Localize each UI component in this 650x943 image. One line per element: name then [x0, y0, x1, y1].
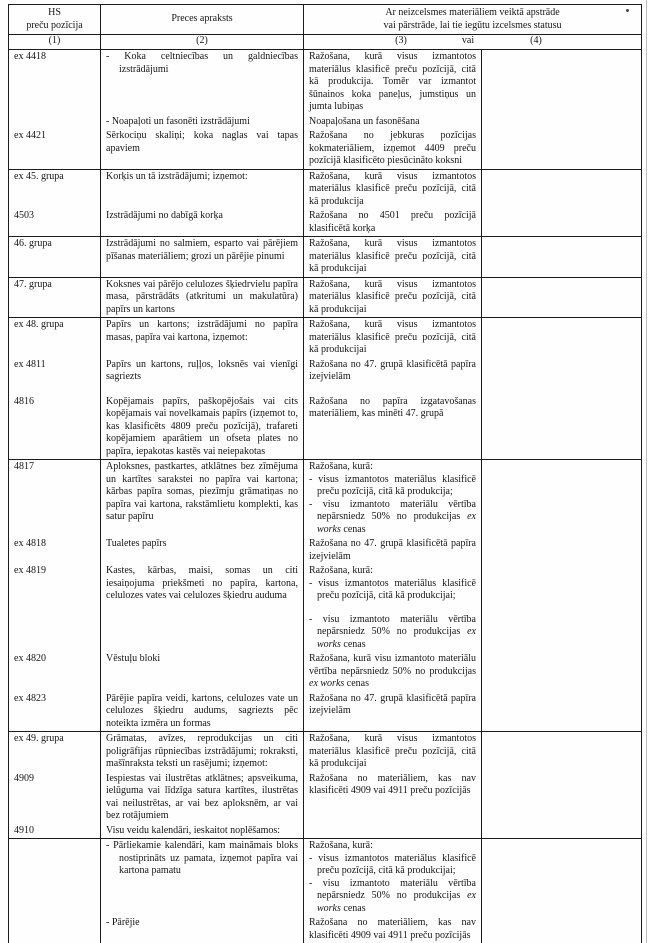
table-block	[9, 278, 641, 319]
alternative-rule-cell-empty	[482, 129, 641, 169]
product-description-cell-text: Kastes, kārbas, maisi, somas un citi iesaiņojuma priekšmeti no papīra, kartona, celulozes vates vai celulozes šķiedru auduma	[106, 565, 298, 601]
header-hs-line2: preču pozīcija	[26, 19, 83, 31]
hs-code-cell	[9, 460, 101, 537]
product-description-cell	[101, 237, 304, 277]
table-column-numbers-row	[9, 35, 641, 50]
table-header-row	[9, 5, 641, 35]
origin-rule-cell-text: - visus izmantotos materiālus klasificē preču pozīcijā, citā kā produkcijai;	[309, 852, 476, 876]
product-description-cell-text: Pārējie papīra veidi, kartons, celulozes vate un celulozes šķiedru audums, sagriezts pēc noteikta izmēra un formas	[106, 692, 298, 729]
origin-rule-cell-text: Ražošana, kurā:	[309, 840, 373, 851]
origin-rule-cell	[304, 318, 482, 358]
alternative-rule-cell-empty	[482, 652, 641, 692]
alternative-rule-cell-empty	[482, 460, 641, 537]
origin-rule-cell	[304, 50, 482, 115]
hs-code-cell	[9, 50, 101, 115]
table-row	[9, 916, 641, 943]
table-row	[9, 732, 641, 772]
table-row	[9, 237, 641, 277]
product-description-cell	[101, 385, 304, 460]
origin-rule-cell-text: Ražošana no jebkuras pozīcijas kokmateriāliem, izņemot 4409 preču pozīcijā klasificēto piesūcināto koksni	[309, 130, 476, 166]
table-row	[9, 692, 641, 732]
hs-code-cell	[9, 692, 101, 732]
product-description-cell-text: - Pārējie	[106, 917, 140, 928]
origin-rule-cell-text: - visu izmantoto materiālu vērtība nepārsniedz 50% no produkcijas ex works cenas	[309, 613, 476, 650]
alternative-rule-cell-empty	[482, 50, 641, 115]
product-description-cell	[101, 652, 304, 692]
product-description-cell	[101, 209, 304, 236]
scan-artifact-dot	[626, 9, 629, 12]
origin-rule-cell	[304, 652, 482, 692]
table-block	[9, 318, 641, 460]
product-description-cell	[101, 170, 304, 210]
product-description-cell-text: Vēstuļu bloki	[106, 653, 161, 664]
hs-code-cell	[9, 839, 101, 916]
table-row	[9, 537, 641, 564]
product-description-cell-text: - Koka celtniecības un galdniecības izstrādājumi	[106, 51, 298, 75]
table-block	[9, 170, 641, 238]
hs-code-cell	[9, 237, 101, 277]
column-number-34	[304, 35, 641, 49]
product-description-cell-text: Izstrādājumi no salmiem, esparto vai pārējiem pīšanas materiāliem; grozi un pārējie pinumi	[106, 238, 298, 262]
product-description-cell	[101, 772, 304, 824]
table-row	[9, 460, 641, 537]
hs-code: ex 4819	[14, 565, 46, 576]
origin-rule-cell	[304, 237, 482, 277]
product-description-cell-text: Koksnes vai pārējo celulozes šķiedrvielu papīra masa, pārstrādāts (atkritumi un makulatūra) papīrs un kartons	[106, 278, 298, 315]
origin-rule-cell-text	[309, 603, 476, 614]
table-row	[9, 170, 641, 210]
hs-code-cell	[9, 358, 101, 385]
column-number-3: (3)	[395, 35, 407, 46]
product-description-cell	[101, 732, 304, 772]
origin-rule-cell-text: Ražošana, kurā visus izmantotos materiālus klasificē preču pozīcijā, citā kā produkcijai	[309, 319, 476, 355]
product-description-cell	[101, 460, 304, 537]
origin-rule-cell-text: Ražošana no materiāliem, kas nav klasificēti 4909 vai 4911 preču pozīcijās	[309, 772, 476, 796]
product-description-cell	[101, 129, 304, 169]
alternative-rule-cell-empty	[482, 358, 641, 385]
header-hs-line1: HS	[48, 7, 61, 18]
alternative-rule-cell-empty	[482, 916, 641, 943]
product-description-cell-text: Aploksnes, pastkartes, atklātnes bez zīmējuma un kartītes sarakstei no papīra vai kartona; kārbas papīra somas, piezīmju grāmatiņas no papīra vai kartona, rakstāmlietu komplekti, kas satur papīru	[106, 461, 298, 522]
hs-code-cell	[9, 916, 101, 943]
table-body	[9, 50, 641, 943]
table-row	[9, 652, 641, 692]
hs-code-cell	[9, 170, 101, 210]
origin-rule-cell	[304, 537, 482, 564]
origin-rule-cell-text: Ražošana, kurā visus izmantotos materiālus klasificē preču pozīcijā, citā kā produkcijai	[309, 733, 476, 769]
origin-rule-cell-text: Ražošana no 47. grupā klasificētā papīra izejvielām	[309, 692, 476, 716]
table-row	[9, 278, 641, 318]
table-block	[9, 839, 641, 943]
hs-code-cell	[9, 278, 101, 318]
alternative-rule-cell-empty	[482, 537, 641, 564]
column-number-4: (4)	[530, 35, 542, 46]
hs-code: ex 4421	[14, 130, 46, 141]
origin-rule-cell	[304, 692, 482, 732]
product-description-cell-text: Visu veidu kalendāri, ieskaitot noplēšamos:	[106, 824, 281, 836]
origin-rule-cell-text: Ražošana no 4501 preču pozīcijā klasificētā korķa	[309, 210, 476, 234]
hs-code: 4816	[14, 395, 34, 407]
product-description-cell-text: Sērkociņu skaliņi; koka naglas vai tapas apaviem	[106, 130, 298, 154]
hs-code-cell	[9, 652, 101, 692]
hs-code: ex 4823	[14, 692, 46, 704]
product-description-cell-text: Grāmatas, avīzes, reprodukcijas un citi poligrāfijas rūpniecības izstrādājumi; rokraksti, mašīnraksta teksti un rasējumi; izņemot:	[106, 733, 298, 769]
product-description-cell	[101, 278, 304, 318]
origin-rule-cell-text: Ražošana no papīra izgatavošanas materiāliem, kas minēti 47. grupā	[309, 395, 476, 419]
alternative-rule-cell-empty	[482, 209, 641, 236]
alternative-rule-cell-empty	[482, 385, 641, 460]
hs-code: 46. grupa	[14, 238, 52, 249]
product-description-cell-text: Izstrādājumi no dabīgā korķa	[106, 210, 223, 221]
product-description-cell	[101, 839, 304, 916]
hs-code-cell	[9, 209, 101, 236]
origin-rule-cell	[304, 916, 482, 943]
table-row	[9, 772, 641, 824]
origin-rule-cell	[304, 129, 482, 169]
product-description-cell	[101, 115, 304, 130]
hs-code: ex 4818	[14, 538, 46, 549]
product-description-cell-text: Tualetes papīrs	[106, 538, 167, 549]
alternative-rule-cell-empty	[482, 824, 641, 839]
alternative-rule-cell-empty	[482, 318, 641, 358]
origin-rule-cell-text: - visu izmantoto materiālu vērtība nepārsniedz 50% no produkcijas ex works cenas	[309, 498, 476, 535]
hs-code-cell	[9, 732, 101, 772]
product-description-cell-text: Papīrs un kartons, ruļļos, loksnēs vai vienīgi sagriezts	[106, 358, 298, 382]
product-description-cell	[101, 537, 304, 564]
origin-rule-cell-text: - visu izmantoto materiālu vērtība nepārsniedz 50% no produkcijas ex works cenas	[309, 877, 476, 914]
product-description-cell-text: Korķis un tā izstrādājumi; izņemot:	[106, 170, 248, 182]
table-row	[9, 839, 641, 916]
origin-rule-cell	[304, 460, 482, 537]
hs-code: 4909	[14, 772, 34, 784]
header-description-label: Preces apraksts	[171, 13, 233, 25]
alternative-rule-cell-empty	[482, 564, 641, 652]
header-processing-line2: vai pārstrāde, lai tie iegūtu izcelsmes statusu	[383, 19, 562, 31]
product-description-cell-text: - Noapaļoti un fasonēti izstrādājumi	[106, 115, 250, 127]
table-row	[9, 115, 641, 130]
hs-code-cell	[9, 537, 101, 564]
hs-code: ex 4820	[14, 653, 46, 664]
origin-rule-cell-text: Ražošana no 47. grupā klasificētā papīra izejvielām	[309, 538, 476, 562]
table-row	[9, 358, 641, 385]
alternative-rule-cell-empty	[482, 237, 641, 277]
origin-rule-cell	[304, 358, 482, 385]
table-row	[9, 385, 641, 460]
hs-code-cell	[9, 115, 101, 130]
hs-code: 47. grupa	[14, 278, 52, 290]
origin-rule-cell	[304, 115, 482, 130]
origin-rule-cell-text: Ražošana, kurā visus izmantotos materiālus klasificē preču pozīcijā, citā kā produkcijai	[309, 278, 476, 315]
hs-code: ex 49. grupa	[14, 733, 64, 744]
hs-code: ex 4811	[14, 358, 46, 370]
origin-rule-cell	[304, 839, 482, 916]
table-block	[9, 237, 641, 278]
origin-rule-cell	[304, 170, 482, 210]
table-row	[9, 209, 641, 236]
origin-rule-cell-text: - visus izmantotos materiālus klasificē preču pozīcijā, citā kā produkcijai;	[309, 577, 476, 601]
product-description-cell-text: - Pārliekamie kalendāri, kam maināmais bloks nostiprināts uz pamata, izņemot papīra vai kartona pamatu	[106, 840, 298, 876]
column-number-vai: vai	[461, 35, 475, 46]
table-block	[9, 460, 641, 732]
hs-code: 4503	[14, 210, 34, 221]
hs-code-cell	[9, 385, 101, 460]
hs-code-cell	[9, 129, 101, 169]
product-description-cell	[101, 50, 304, 115]
origin-rule-cell	[304, 732, 482, 772]
table-block	[9, 732, 641, 839]
table-row	[9, 50, 641, 115]
alternative-rule-cell-empty	[482, 732, 641, 772]
origin-rule-cell-text: Noapaļošana un fasonēšana	[309, 115, 420, 127]
origin-rule-cell-text: Ražošana, kurā:	[309, 461, 373, 472]
origin-rule-cell-text: Ražošana no materiāliem, kas nav klasificēti 4909 vai 4911 preču pozīcijās	[309, 917, 476, 941]
alternative-rule-cell-empty	[482, 115, 641, 130]
product-description-cell-text: Kopējamais papīrs, paškopējošais vai cits kopējamais vai novelkamais papīrs (izņemot to, kas klasificēts 4809 preču pozīcijā), trafareti kopējamiem aparātiem un ofseta plates no papīra, iepakotas kastēs vai neiepakotas	[106, 395, 298, 457]
product-description-cell	[101, 564, 304, 652]
table-row	[9, 129, 641, 169]
origin-rule-cell-text: Ražošana no 47. grupā klasificētā papīra izejvielām	[309, 358, 476, 382]
origin-rule-cell-text: Ražošana, kurā visus izmantotos materiālus klasificē preču pozīcijā, citā kā produkcija	[309, 170, 476, 207]
header-description	[101, 5, 304, 34]
column-number-2: (2)	[101, 35, 304, 49]
hs-origin-rules-table	[8, 4, 642, 943]
alternative-rule-cell-empty	[482, 772, 641, 824]
column-number-1: (1)	[9, 35, 101, 49]
alternative-rule-cell-empty	[482, 692, 641, 732]
table-block	[9, 50, 641, 170]
hs-code: ex 45. grupa	[14, 170, 64, 182]
alternative-rule-cell-empty	[482, 839, 641, 916]
origin-rule-cell-text: - visus izmantotos materiālus klasificē preču pozīcijā, citā kā produkcija;	[309, 473, 476, 497]
origin-rule-cell-text: Ražošana, kurā visus izmantotos materiālus klasificē preču pozīcijā, citā kā produkcijai	[309, 238, 476, 274]
header-hs-position	[9, 5, 101, 34]
hs-code: 4910	[14, 824, 34, 836]
header-processing	[304, 5, 641, 34]
scan-edge-line	[646, 0, 647, 943]
product-description-cell	[101, 824, 304, 839]
origin-rule-cell	[304, 209, 482, 236]
hs-code: ex 4418	[14, 51, 46, 62]
hs-code-cell	[9, 824, 101, 839]
product-description-cell	[101, 358, 304, 385]
origin-rule-cell	[304, 824, 482, 839]
product-description-cell	[101, 692, 304, 732]
product-description-cell	[101, 318, 304, 358]
origin-rule-cell	[304, 564, 482, 652]
header-processing-line1: Ar neizcelsmes materiāliem veiktā apstrāde	[385, 7, 560, 18]
origin-rule-cell-text: Ražošana, kurā visus izmantotos materiālus klasificē preču pozīcijā, citā kā produkcija. Tomēr var izmantot šūnainos koka paneļus, jumstiņus un jumta lubiņas	[309, 51, 476, 112]
table-row	[9, 318, 641, 358]
origin-rule-cell	[304, 385, 482, 460]
origin-rule-cell	[304, 772, 482, 824]
product-description-cell-text: Iespiestas vai ilustrētas atklātnes; apsveikuma, ielūguma vai līdzīga satura kartītes, ilustrētas vai neilustrētas, ar vai bez aploksnēm, ar vai bez rotājumiem	[106, 772, 298, 821]
table-row	[9, 824, 641, 839]
origin-rule-cell-text: Ražošana, kurā visu izmantoto materiālu vērtība nepārsniedz 50% no produkcijas ex works cenas	[309, 653, 476, 689]
hs-code: 4817	[14, 461, 34, 472]
product-description-cell	[101, 916, 304, 943]
product-description-cell-text: Papīrs un kartons; izstrādājumi no papīra masas, papīra vai kartona, izņemot:	[106, 319, 298, 343]
origin-rule-cell	[304, 278, 482, 318]
alternative-rule-cell-empty	[482, 278, 641, 318]
hs-code-cell	[9, 318, 101, 358]
hs-code-cell	[9, 772, 101, 824]
origin-rule-cell-text: Ražošana, kurā:	[309, 565, 373, 576]
hs-code: ex 48. grupa	[14, 319, 64, 330]
hs-code-cell	[9, 564, 101, 652]
alternative-rule-cell-empty	[482, 170, 641, 210]
table-row	[9, 564, 641, 652]
